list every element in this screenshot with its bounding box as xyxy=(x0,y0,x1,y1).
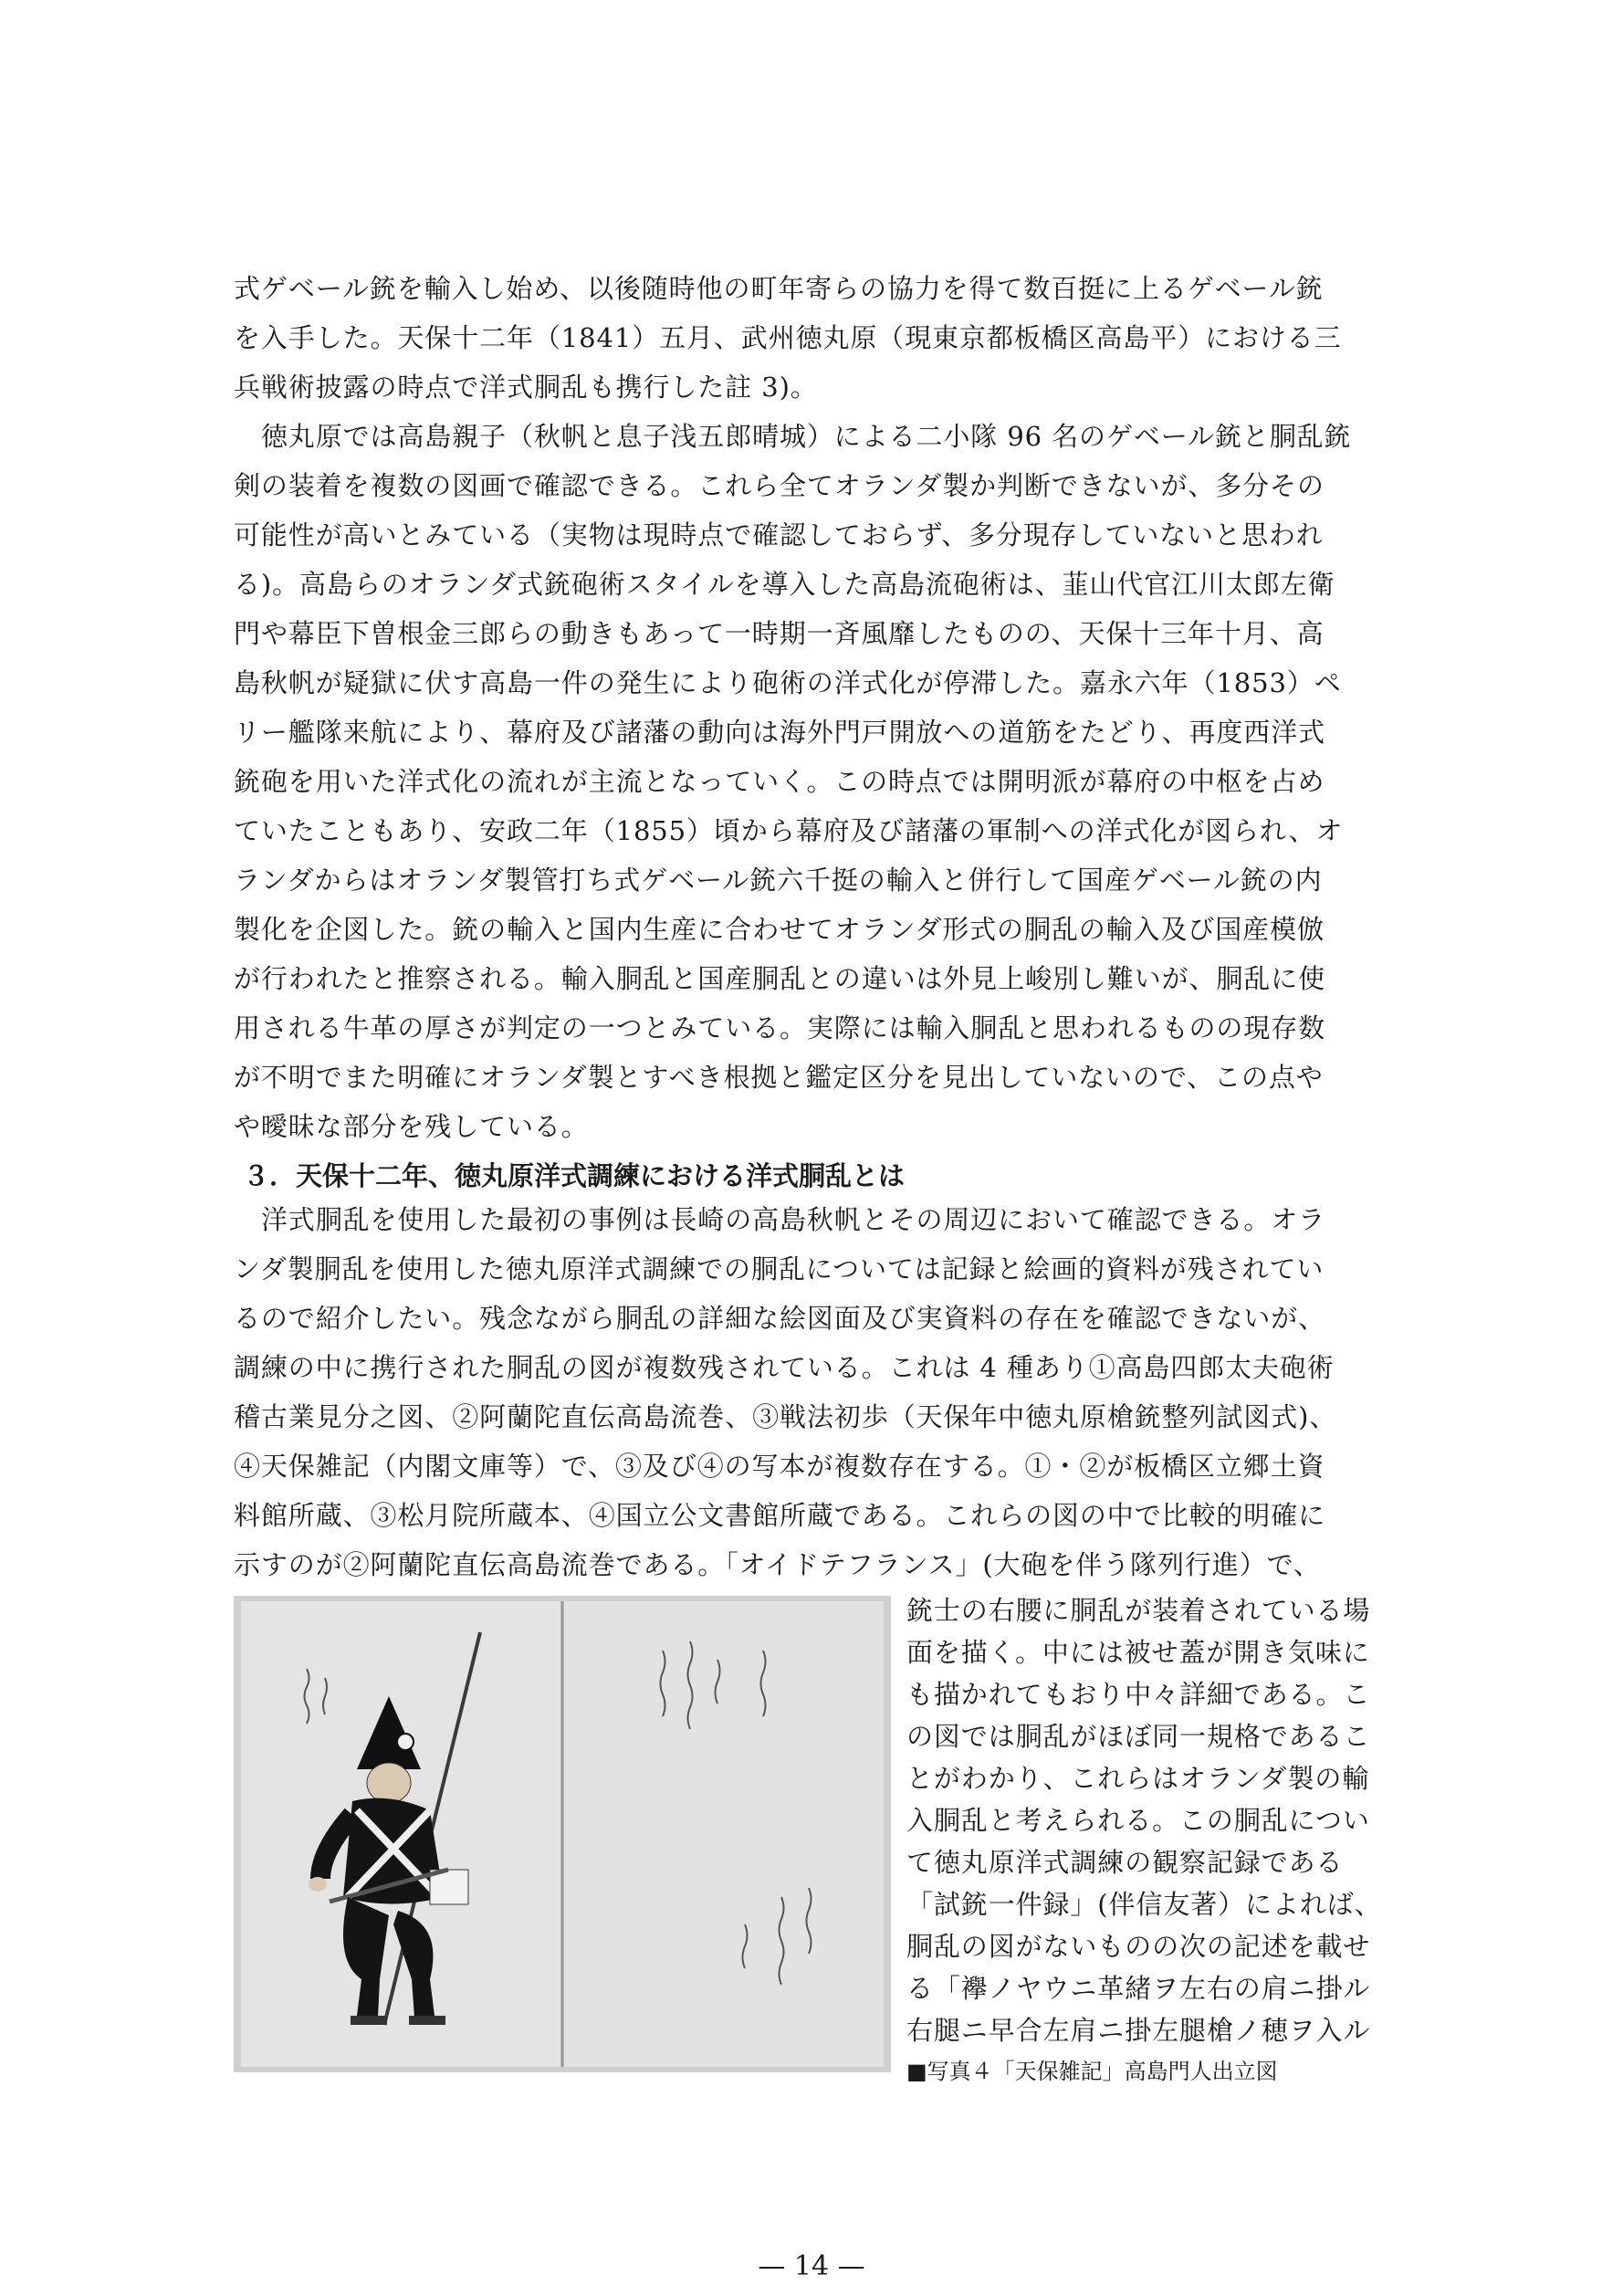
text-line: 徳丸原では高島親子（秋帆と息子浅五郎晴城）による二小隊 96 名のゲベール銃と胴乱銃 xyxy=(234,421,1352,452)
text-line: を入手した。天保十二年（1841）五月、武州徳丸原（現東京都板橋区高島平）における三 xyxy=(234,322,1342,353)
text-line: の図では胴乱がほぼ同一規格であるこ xyxy=(906,1721,1371,1752)
text-line: 式ゲベール銃を輸入し始め、以後随時他の町年寄らの協力を得て数百挺に上るゲベール銃 xyxy=(234,273,1324,304)
text-line: 門や幕臣下曽根金三郎らの動きもあって一時期一斉風靡したものの、天保十三年十月、高 xyxy=(234,618,1325,649)
text-line: が不明でまた明確にオランダ製とすべき根拠と鑑定区分を見出していないので、この点や xyxy=(234,1062,1324,1093)
scroll-figure-image xyxy=(234,1596,891,2072)
figure-caption: ■写真４「天保雑記」高島門人出立図 xyxy=(906,2059,1278,2084)
text-line: 銃砲を用いた洋式化の流れが主流となっていく。この時点では開明派が幕府の中枢を占め xyxy=(234,766,1325,797)
text-line: や曖昧な部分を残している。 xyxy=(234,1111,589,1142)
text-line: が行われたと推察される。輸入胴乱と国産胴乱との違いは外見上峻別し難いが、胴乱に使 xyxy=(234,963,1326,994)
text-line: 剣の装着を複数の図画で確認できる。これら全てオランダ製か判断できないが、多分その xyxy=(234,470,1325,501)
text-line: ランダからはオランダ製管打ち式ゲベール銃六千挺の輸入と併行して国産ゲベール銃の内 xyxy=(234,865,1323,896)
text-line: 示すのが②阿蘭陀直伝高島流巻である。「オイドテフランス」(大砲を伴う隊列行進）で、 xyxy=(234,1549,1321,1580)
text-line: 「試銃一件録」(伴信友著）によれば、 xyxy=(906,1889,1382,1920)
text-line: ンダ製胴乱を使用した徳丸原洋式調練での胴乱については記録と絵画的資料が残されてい xyxy=(234,1253,1325,1284)
text-line: 用される牛革の厚さが判定の一つとみている。実際には輸入胴乱と思われるものの現存数 xyxy=(234,1012,1326,1043)
text-line: 胴乱の図がないものの次の記述を載せ xyxy=(906,1931,1371,1962)
text-line: 兵戦術披露の時点で洋式胴乱も携行した註 3)。 xyxy=(234,372,818,403)
text-line: も描かれてもおり中々詳細である。こ xyxy=(906,1679,1371,1710)
text-line: 稽古業見分之図、②阿蘭陀直伝高島流巻、③戦法初歩（天保年中徳丸原槍銃整列試図式)、 xyxy=(234,1401,1337,1432)
text-line: 可能性が高いとみている（実物は現時点で確認しておらず、多分現存していないと思われ xyxy=(234,519,1324,550)
text-line: とがわかり、これらはオランダ製の輸 xyxy=(906,1763,1370,1794)
section-heading: ３．天保十二年、徳丸原洋式調練における洋式胴乱とは xyxy=(243,1160,906,1191)
text-line: て徳丸原洋式調練の観察記録である xyxy=(906,1847,1344,1878)
text-line: ていたこともあり、安政二年（1855）頃から幕府及び諸藩の軍制への洋式化が図られ、オ xyxy=(234,815,1344,846)
text-line: 銃士の右腰に胴乱が装着されている場 xyxy=(906,1595,1371,1626)
text-line: る)。高島らのオランダ式銃砲術スタイルを導入した高島流砲術は、韮山代官江川太郎左衛 xyxy=(234,569,1335,600)
text-line: 調練の中に携行された胴乱の図が複数残されている。これは 4 種あり①高島四郎太夫砲術 xyxy=(234,1352,1335,1383)
text-line: るので紹介したい。残念ながら胴乱の詳細な絵図面及び実資料の存在を確認できないが、 xyxy=(234,1303,1326,1334)
page-number: — 14 — xyxy=(758,2250,865,2282)
text-line: 島秋帆が疑獄に伏す高島一件の発生により砲術の洋式化が停滞した。嘉永六年（1853）ペ xyxy=(234,667,1342,698)
text-line: 右腿ニ早合左肩ニ掛左腿槍ノ穂ヲ入ル xyxy=(906,2015,1371,2046)
text-line: 洋式胴乱を使用した最初の事例は長崎の高島秋帆とその周辺において確認できる。オラ xyxy=(234,1204,1326,1235)
soldier-illustration xyxy=(234,1596,891,2072)
text-line: 面を描く。中には被せ蓋が開き気味に xyxy=(906,1637,1370,1668)
text-line: リー艦隊来航により、幕府及び諸藩の動向は海外門戸開放への道筋をたどり、再度西洋式 xyxy=(234,717,1326,748)
text-line: る「襷ノヤウニ革緒ヲ左右の肩ニ掛ル xyxy=(906,1973,1371,2004)
text-line: 入胴乱と考えられる。この胴乱につい xyxy=(906,1805,1370,1836)
text-line: 料館所蔵、③松月院所蔵本、④国立公文書館所蔵である。これらの図の中で比較的明確に xyxy=(234,1500,1326,1531)
text-line: 製化を企図した。銃の輸入と国内生産に合わせてオランダ形式の胴乱の輸入及び国産模倣 xyxy=(234,914,1325,945)
text-line: ④天保雑記（内閣文庫等）で、③及び④の写本が複数存在する。①・②が板橋区立郷土資 xyxy=(234,1451,1325,1482)
